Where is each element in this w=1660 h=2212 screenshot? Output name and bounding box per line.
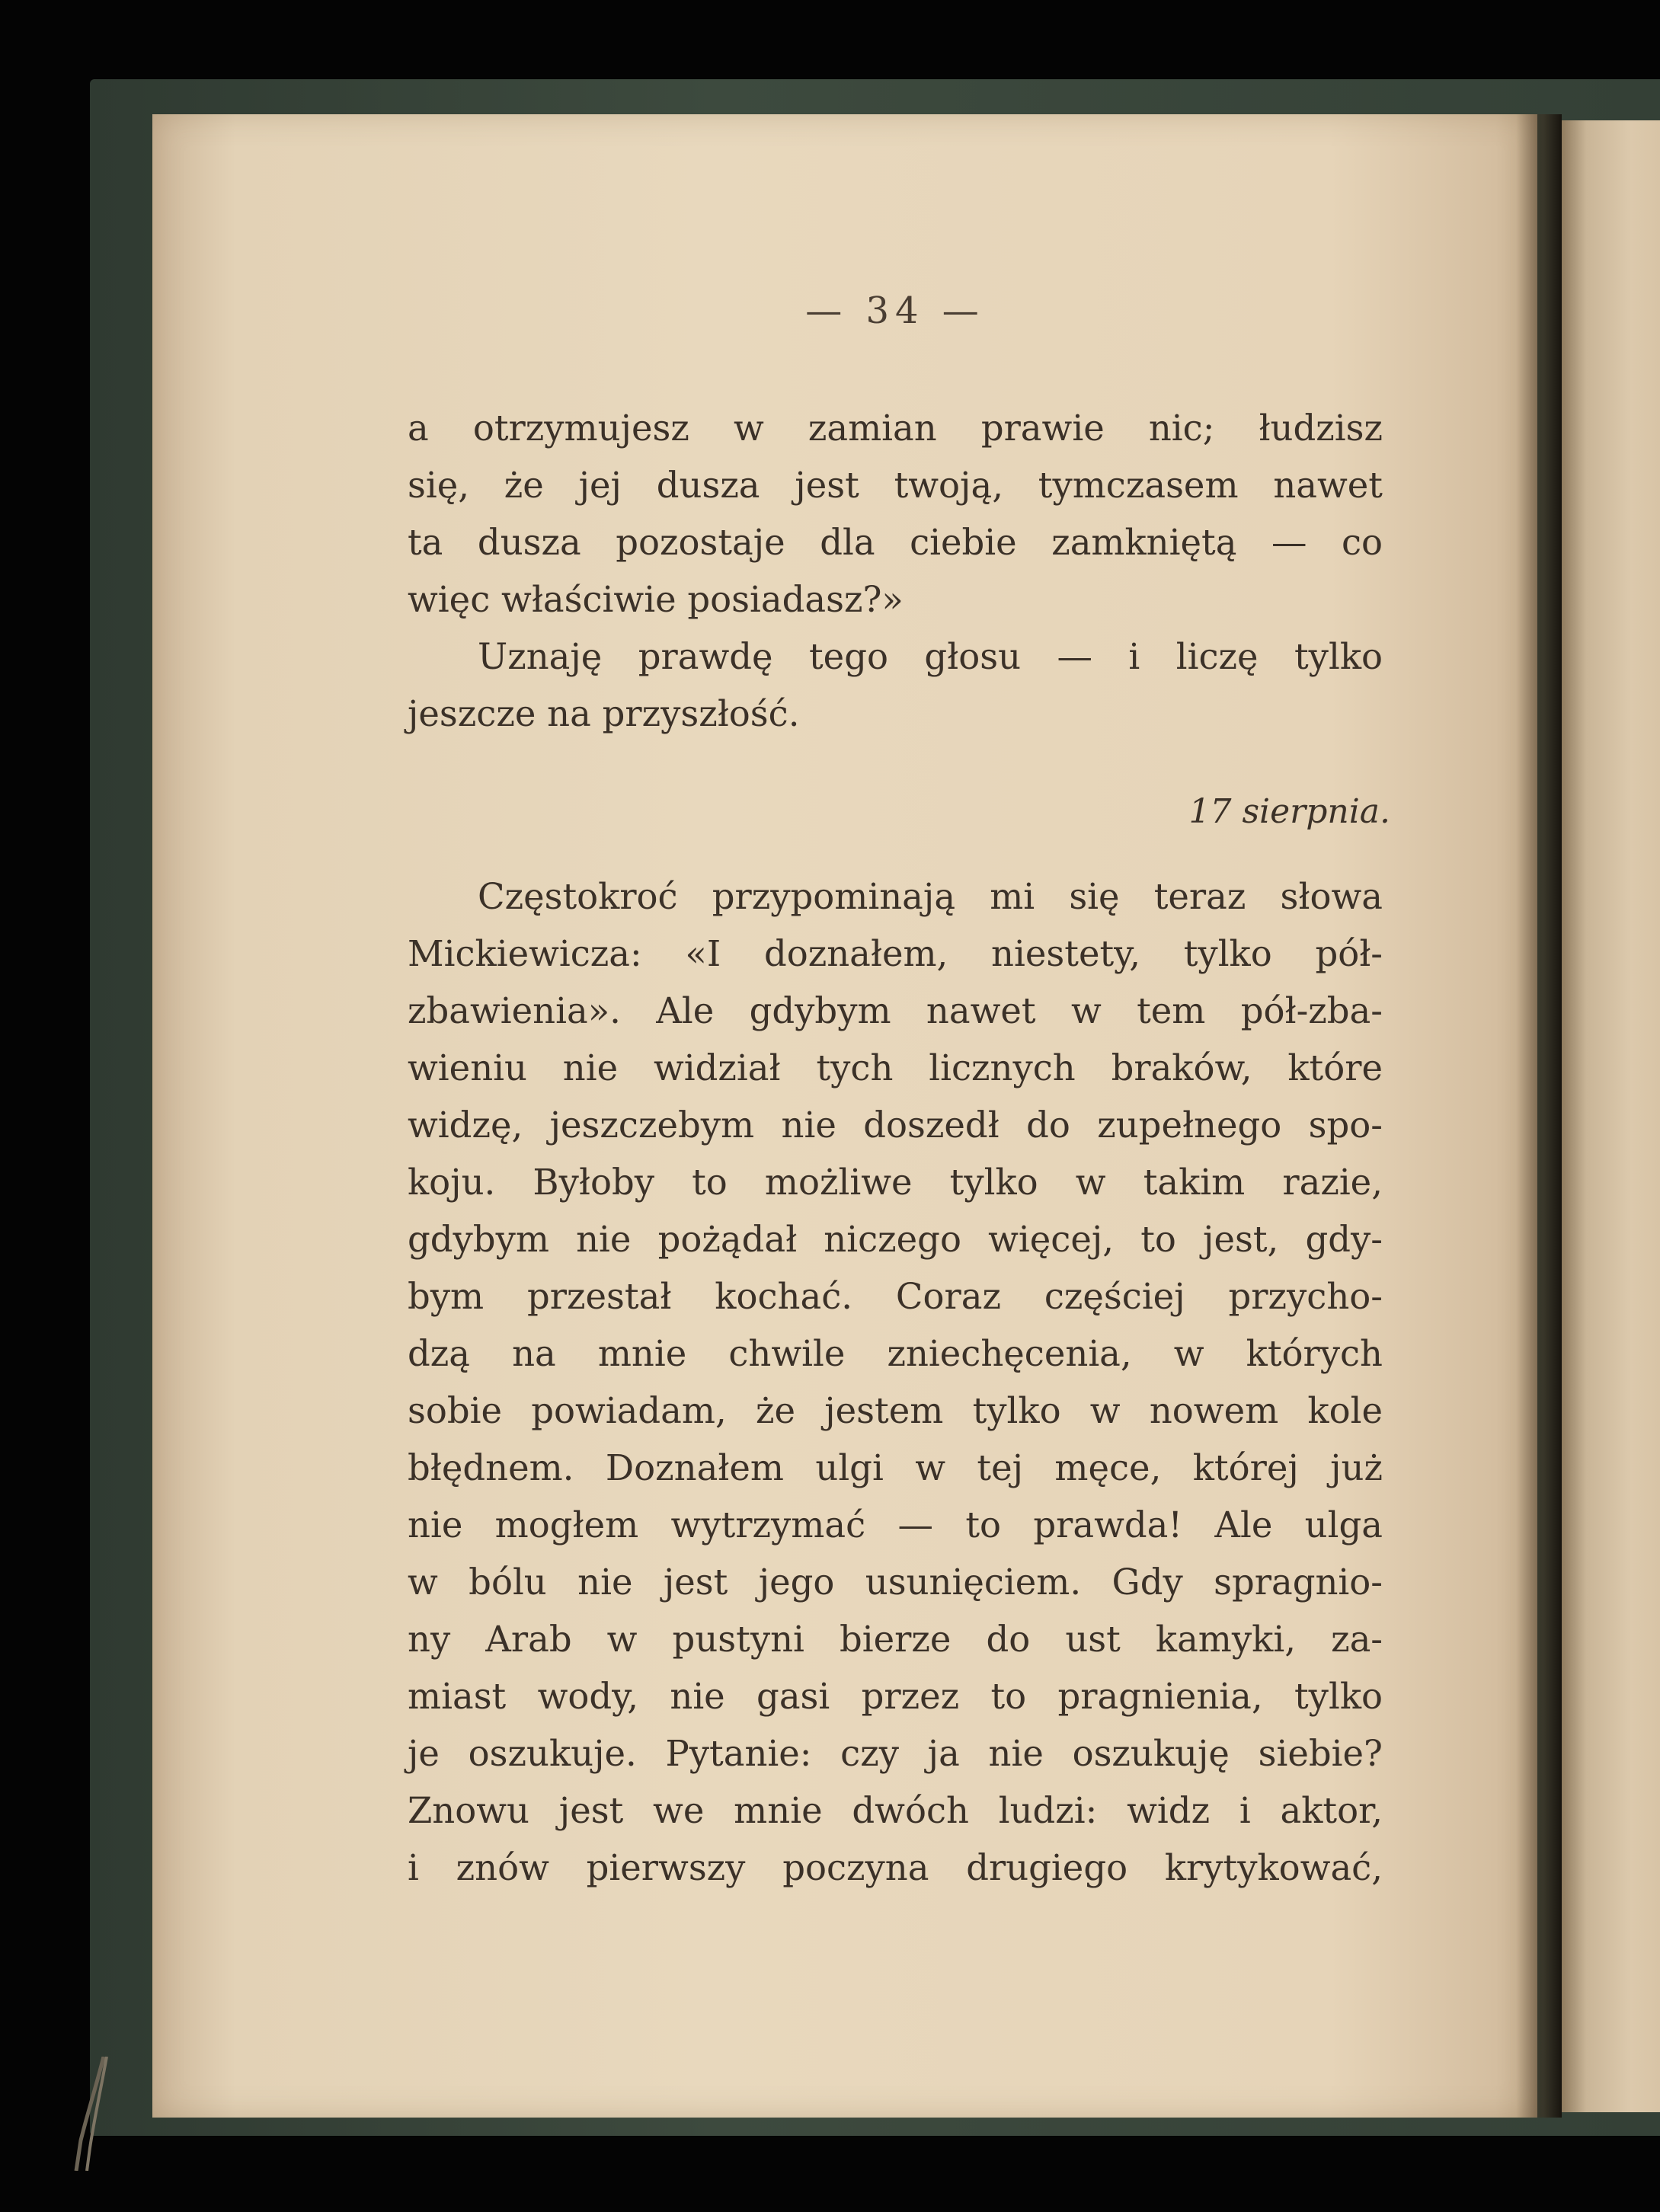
entry-date: 17 sierpnia. <box>1188 792 1390 831</box>
text-line: widzę, jeszczebym nie doszedł do zupełnego spo- <box>408 1104 1383 1146</box>
text-line: ta dusza pozostaje dla ciebie zamkniętą — co <box>408 522 1383 563</box>
text-line: dzą na mnie chwile zniechęcenia, w których <box>408 1333 1383 1374</box>
text-line: Znowu jest we mnie dwóch ludzi: widz i aktor, <box>408 1790 1383 1831</box>
text-line: Uznaję prawdę tego głosu — i liczę tylko <box>478 636 1383 677</box>
right-page-edge <box>1562 120 1660 2112</box>
text-line: zbawienia». Ale gdybym nawet w tem pół-zba- <box>408 990 1383 1031</box>
text-line: ny Arab w pustyni bierze do ust kamyki, za- <box>408 1619 1383 1660</box>
text-line: miast wody, nie gasi przez to pragnienia, tylko <box>408 1676 1383 1717</box>
text-line: bym przestał kochać. Coraz częściej przycho- <box>408 1276 1383 1317</box>
book-gutter <box>1516 114 1562 2118</box>
text-line: się, że jej dusza jest twoją, tymczasem nawet <box>408 465 1383 506</box>
text-line: Częstokroć przypominają mi się teraz słowa <box>478 876 1383 917</box>
text-line: wieniu nie widział tych licznych braków, które <box>408 1047 1383 1088</box>
text-line: w bólu nie jest jego usunięciem. Gdy spragnio- <box>408 1562 1383 1603</box>
bookmark-ribbon-icon <box>73 2057 119 2171</box>
text-line: sobie powiadam, że jestem tylko w nowem kole <box>408 1390 1383 1431</box>
text-line: więc właściwie posiadasz?» <box>408 579 904 620</box>
text-line: gdybym nie pożądał niczego więcej, to jest, gdy- <box>408 1219 1383 1260</box>
text-line: błędnem. Doznałem ulgi w tej męce, której już <box>408 1447 1383 1488</box>
text-line: je oszukuje. Pytanie: czy ja nie oszukuję siebie? <box>408 1733 1383 1774</box>
page-number: — 34 — <box>805 289 985 332</box>
text-line: Mickiewicza: «I doznałem, niestety, tylko pół- <box>408 933 1383 974</box>
text-line: jeszcze na przyszłość. <box>408 693 800 734</box>
text-line: i znów pierwszy poczyna drugiego krytykować, <box>408 1847 1383 1888</box>
text-line: nie mogłem wytrzymać — to prawda! Ale ulga <box>408 1504 1383 1546</box>
text-line: a otrzymujesz w zamian prawie nic; łudzisz <box>408 408 1383 449</box>
text-line: koju. Byłoby to możliwe tylko w takim razie, <box>408 1162 1383 1203</box>
